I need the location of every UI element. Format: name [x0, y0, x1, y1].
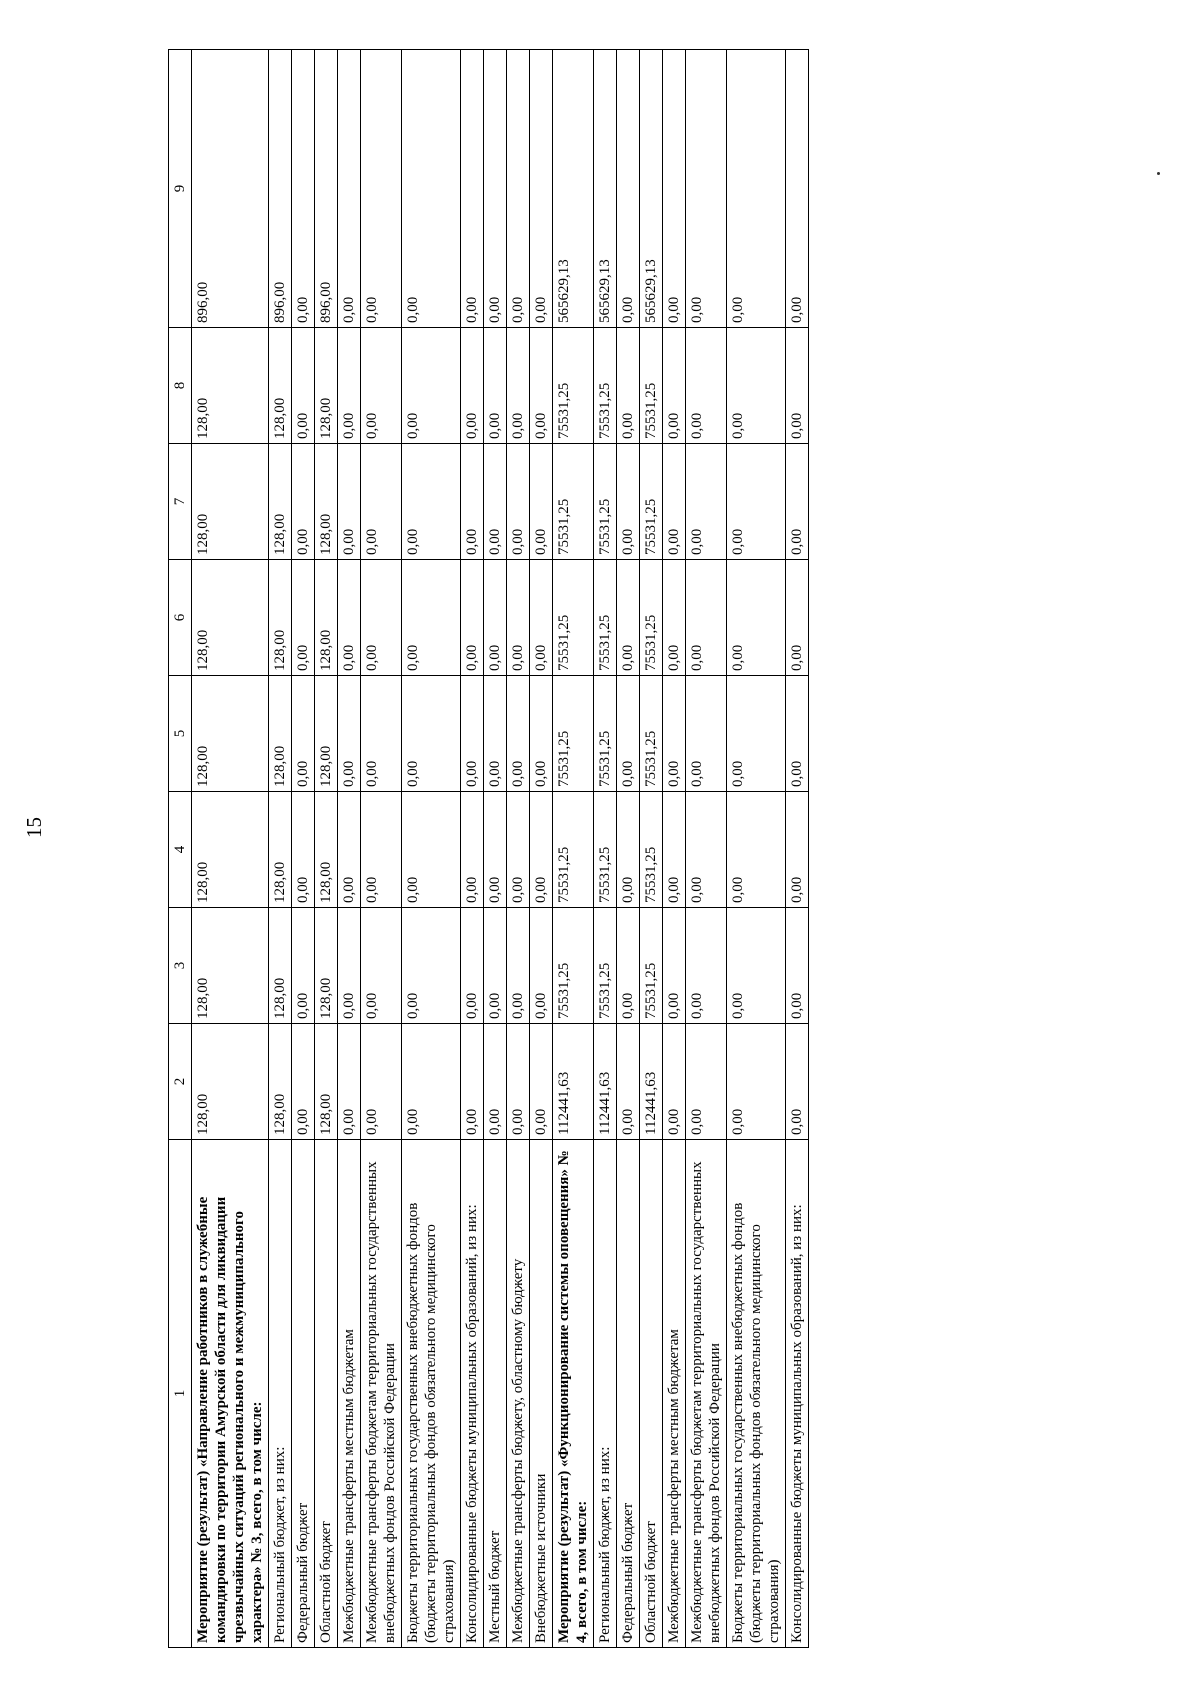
- value-cell: 75531,25: [594, 328, 617, 444]
- value-cell: 0,00: [338, 792, 361, 908]
- value-cell: 0,00: [617, 328, 640, 444]
- value-cell: 128,00: [269, 560, 292, 676]
- value-cell: 0,00: [361, 792, 402, 908]
- value-cell: 0,00: [530, 908, 553, 1024]
- value-cell: 0,00: [727, 676, 786, 792]
- value-cell: 0,00: [461, 328, 484, 444]
- value-cell: 0,00: [617, 444, 640, 560]
- value-cell: 128,00: [269, 444, 292, 560]
- value-cell: 128,00: [192, 676, 269, 792]
- value-cell: 0,00: [786, 908, 809, 1024]
- value-cell: 128,00: [315, 908, 338, 1024]
- value-cell: 0,00: [727, 1024, 786, 1140]
- value-cell: 75531,25: [553, 908, 594, 1024]
- value-cell: 0,00: [530, 444, 553, 560]
- value-cell: 0,00: [507, 792, 530, 908]
- value-cell: 0,00: [617, 908, 640, 1024]
- table-row: [402, 50, 461, 1648]
- value-cell: 0,00: [686, 908, 727, 1024]
- value-cell: 0,00: [402, 908, 461, 1024]
- value-cell: 0,00: [292, 444, 315, 560]
- value-cell: 0,00: [292, 328, 315, 444]
- value-cell: 0,00: [402, 1024, 461, 1140]
- value-cell: 0,00: [338, 560, 361, 676]
- table-row: [292, 50, 315, 1648]
- value-cell: 75531,25: [553, 560, 594, 676]
- value-cell: 0,00: [663, 444, 686, 560]
- row-label: Мероприятие (результат) «Направление работников в служебные командировки по территории Амурской области для ликвидации чрезвычайных ситуаций регионального и межмуниципального характера» № 3, всего, в том числе:: [192, 1140, 269, 1648]
- value-cell: 0,00: [617, 50, 640, 328]
- value-cell: 896,00: [192, 50, 269, 328]
- value-cell: 75531,25: [640, 676, 663, 792]
- value-cell: 0,00: [663, 328, 686, 444]
- table-row: [192, 50, 269, 1648]
- row-label: Местный бюджет: [484, 1140, 507, 1648]
- value-cell: 0,00: [727, 560, 786, 676]
- table-row: [269, 50, 292, 1648]
- value-cell: 0,00: [484, 676, 507, 792]
- row-label: Межбюджетные трансферты бюджету, областному бюджету: [507, 1140, 530, 1648]
- value-cell: 0,00: [727, 328, 786, 444]
- value-cell: 0,00: [461, 676, 484, 792]
- value-cell: 0,00: [292, 560, 315, 676]
- value-cell: 0,00: [530, 50, 553, 328]
- rotated-table-container: [168, 50, 1056, 1648]
- value-cell: 75531,25: [640, 560, 663, 676]
- value-cell: 128,00: [315, 1024, 338, 1140]
- value-cell: 0,00: [361, 50, 402, 328]
- value-cell: 0,00: [484, 328, 507, 444]
- row-label: Региональный бюджет, из них:: [269, 1140, 292, 1648]
- value-cell: 75531,25: [594, 792, 617, 908]
- value-cell: 0,00: [786, 676, 809, 792]
- value-cell: 0,00: [338, 444, 361, 560]
- value-cell: 0,00: [663, 792, 686, 908]
- table-row: [484, 50, 507, 1648]
- value-cell: 0,00: [617, 560, 640, 676]
- value-cell: 0,00: [361, 444, 402, 560]
- row-label: Федеральный бюджет: [292, 1140, 315, 1648]
- value-cell: 0,00: [727, 908, 786, 1024]
- value-cell: 0,00: [686, 444, 727, 560]
- value-cell: 0,00: [727, 50, 786, 328]
- table-row: [663, 50, 686, 1648]
- table-row: [617, 50, 640, 1648]
- value-cell: 0,00: [361, 676, 402, 792]
- value-cell: 0,00: [663, 908, 686, 1024]
- header-cell: 6: [169, 560, 192, 676]
- value-cell: 128,00: [192, 560, 269, 676]
- value-cell: 0,00: [292, 908, 315, 1024]
- value-cell: 0,00: [617, 792, 640, 908]
- table-row: [640, 50, 663, 1648]
- value-cell: 0,00: [484, 792, 507, 908]
- header-cell: 8: [169, 328, 192, 444]
- value-cell: 0,00: [402, 560, 461, 676]
- table-row: [530, 50, 553, 1648]
- value-cell: 0,00: [361, 328, 402, 444]
- value-cell: 128,00: [269, 908, 292, 1024]
- value-cell: 0,00: [663, 50, 686, 328]
- row-label: Межбюджетные трансферты бюджетам территориальных государственных внебюджетных фондов Российской Федерации: [361, 1140, 402, 1648]
- value-cell: 75531,25: [553, 676, 594, 792]
- value-cell: 0,00: [402, 444, 461, 560]
- row-label: Консолидированные бюджеты муниципальных образований, из них:: [461, 1140, 484, 1648]
- value-cell: 0,00: [361, 908, 402, 1024]
- value-cell: 0,00: [786, 1024, 809, 1140]
- value-cell: 75531,25: [594, 908, 617, 1024]
- value-cell: 112441,63: [594, 1024, 617, 1140]
- value-cell: 0,00: [484, 1024, 507, 1140]
- value-cell: 0,00: [292, 1024, 315, 1140]
- row-label: Бюджеты территориальных государственных внебюджетных фондов (бюджеты территориальных фондов обязательного медицинского страхования): [402, 1140, 461, 1648]
- value-cell: 0,00: [507, 1024, 530, 1140]
- table-row: [315, 50, 338, 1648]
- value-cell: 0,00: [461, 444, 484, 560]
- value-cell: 896,00: [315, 50, 338, 328]
- value-cell: 0,00: [507, 328, 530, 444]
- value-cell: 0,00: [292, 50, 315, 328]
- value-cell: 128,00: [192, 328, 269, 444]
- value-cell: 128,00: [315, 792, 338, 908]
- value-cell: 0,00: [686, 676, 727, 792]
- table-row: [461, 50, 484, 1648]
- value-cell: 75531,25: [553, 444, 594, 560]
- value-cell: 0,00: [663, 1024, 686, 1140]
- value-cell: 128,00: [315, 328, 338, 444]
- value-cell: 0,00: [530, 1024, 553, 1140]
- value-cell: 0,00: [338, 328, 361, 444]
- value-cell: 0,00: [686, 560, 727, 676]
- value-cell: 128,00: [315, 444, 338, 560]
- value-cell: 0,00: [402, 792, 461, 908]
- value-cell: 0,00: [530, 328, 553, 444]
- value-cell: 0,00: [484, 50, 507, 328]
- value-cell: 0,00: [507, 444, 530, 560]
- value-cell: 0,00: [361, 560, 402, 676]
- header-cell: 5: [169, 676, 192, 792]
- value-cell: 0,00: [530, 560, 553, 676]
- row-label: Внебюджетные источники: [530, 1140, 553, 1648]
- value-cell: 0,00: [292, 676, 315, 792]
- value-cell: 0,00: [530, 792, 553, 908]
- table-row: [507, 50, 530, 1648]
- table-row: [338, 50, 361, 1648]
- value-cell: 128,00: [269, 676, 292, 792]
- value-cell: 0,00: [786, 792, 809, 908]
- value-cell: 75531,25: [640, 444, 663, 560]
- value-cell: 0,00: [292, 792, 315, 908]
- value-cell: 0,00: [686, 50, 727, 328]
- value-cell: 75531,25: [553, 792, 594, 908]
- value-cell: 128,00: [315, 560, 338, 676]
- row-label: Областной бюджет: [315, 1140, 338, 1648]
- row-label: Бюджеты территориальных государственных внебюджетных фондов (бюджеты территориальных фондов обязательного медицинского страхования): [727, 1140, 786, 1648]
- value-cell: 0,00: [617, 676, 640, 792]
- row-label: Мероприятие (результат) «Функционирование системы оповещения» № 4, всего, в том числе:: [553, 1140, 594, 1648]
- value-cell: 112441,63: [640, 1024, 663, 1140]
- value-cell: 0,00: [461, 50, 484, 328]
- budget-table: [168, 49, 809, 1648]
- header-cell: 2: [169, 1024, 192, 1140]
- value-cell: 565629,13: [553, 50, 594, 328]
- value-cell: 128,00: [269, 792, 292, 908]
- row-label: Межбюджетные трансферты бюджетам территориальных государственных внебюджетных фондов Российской Федерации: [686, 1140, 727, 1648]
- table-row: [594, 50, 617, 1648]
- value-cell: 0,00: [663, 676, 686, 792]
- value-cell: 75531,25: [553, 328, 594, 444]
- value-cell: 0,00: [338, 1024, 361, 1140]
- value-cell: 0,00: [686, 792, 727, 908]
- value-cell: 75531,25: [640, 328, 663, 444]
- value-cell: 0,00: [786, 560, 809, 676]
- value-cell: 128,00: [192, 444, 269, 560]
- value-cell: 128,00: [269, 1024, 292, 1140]
- value-cell: 0,00: [530, 676, 553, 792]
- value-cell: 0,00: [461, 560, 484, 676]
- value-cell: 0,00: [484, 444, 507, 560]
- budget-table-body: [169, 50, 809, 1648]
- header-cell: 7: [169, 444, 192, 560]
- value-cell: 0,00: [361, 1024, 402, 1140]
- value-cell: 565629,13: [640, 50, 663, 328]
- table-row: [361, 50, 402, 1648]
- value-cell: 0,00: [507, 676, 530, 792]
- value-cell: 0,00: [338, 676, 361, 792]
- value-cell: 0,00: [402, 328, 461, 444]
- table-row: [686, 50, 727, 1648]
- value-cell: 75531,25: [640, 908, 663, 1024]
- value-cell: 0,00: [507, 908, 530, 1024]
- value-cell: 0,00: [338, 908, 361, 1024]
- value-cell: 0,00: [686, 1024, 727, 1140]
- value-cell: 0,00: [663, 560, 686, 676]
- row-label: Федеральный бюджет: [617, 1140, 640, 1648]
- row-label: Межбюджетные трансферты местным бюджетам: [338, 1140, 361, 1648]
- value-cell: 75531,25: [594, 676, 617, 792]
- value-cell: 75531,25: [594, 560, 617, 676]
- value-cell: 0,00: [484, 908, 507, 1024]
- header-cell: 4: [169, 792, 192, 908]
- value-cell: 0,00: [338, 50, 361, 328]
- value-cell: 128,00: [192, 1024, 269, 1140]
- row-label: Региональный бюджет, из них:: [594, 1140, 617, 1648]
- scan-speck: [1157, 172, 1160, 175]
- header-cell: 1: [169, 1140, 192, 1648]
- value-cell: 112441,63: [553, 1024, 594, 1140]
- value-cell: 0,00: [727, 444, 786, 560]
- header-cell: 3: [169, 908, 192, 1024]
- value-cell: 75531,25: [594, 444, 617, 560]
- value-cell: 128,00: [192, 908, 269, 1024]
- row-label: Консолидированные бюджеты муниципальных образований, из них:: [786, 1140, 809, 1648]
- table-row: [553, 50, 594, 1648]
- value-cell: 0,00: [484, 560, 507, 676]
- value-cell: 128,00: [315, 676, 338, 792]
- value-cell: 128,00: [192, 792, 269, 908]
- table-row: [727, 50, 786, 1648]
- value-cell: 75531,25: [640, 792, 663, 908]
- value-cell: 0,00: [461, 908, 484, 1024]
- header-cell: 9: [169, 50, 192, 328]
- value-cell: 0,00: [786, 444, 809, 560]
- value-cell: 0,00: [461, 1024, 484, 1140]
- value-cell: 0,00: [461, 792, 484, 908]
- value-cell: 0,00: [727, 792, 786, 908]
- value-cell: 0,00: [786, 50, 809, 328]
- value-cell: 0,00: [507, 50, 530, 328]
- value-cell: 0,00: [686, 328, 727, 444]
- header-row: [169, 50, 192, 1648]
- table-row: [786, 50, 809, 1648]
- value-cell: 128,00: [269, 328, 292, 444]
- value-cell: 0,00: [507, 560, 530, 676]
- value-cell: 0,00: [786, 328, 809, 444]
- value-cell: 565629,13: [594, 50, 617, 328]
- value-cell: 896,00: [269, 50, 292, 328]
- value-cell: 0,00: [402, 676, 461, 792]
- value-cell: 0,00: [402, 50, 461, 328]
- row-label: Областной бюджет: [640, 1140, 663, 1648]
- page-number: 15: [22, 817, 46, 838]
- row-label: Межбюджетные трансферты местным бюджетам: [663, 1140, 686, 1648]
- value-cell: 0,00: [617, 1024, 640, 1140]
